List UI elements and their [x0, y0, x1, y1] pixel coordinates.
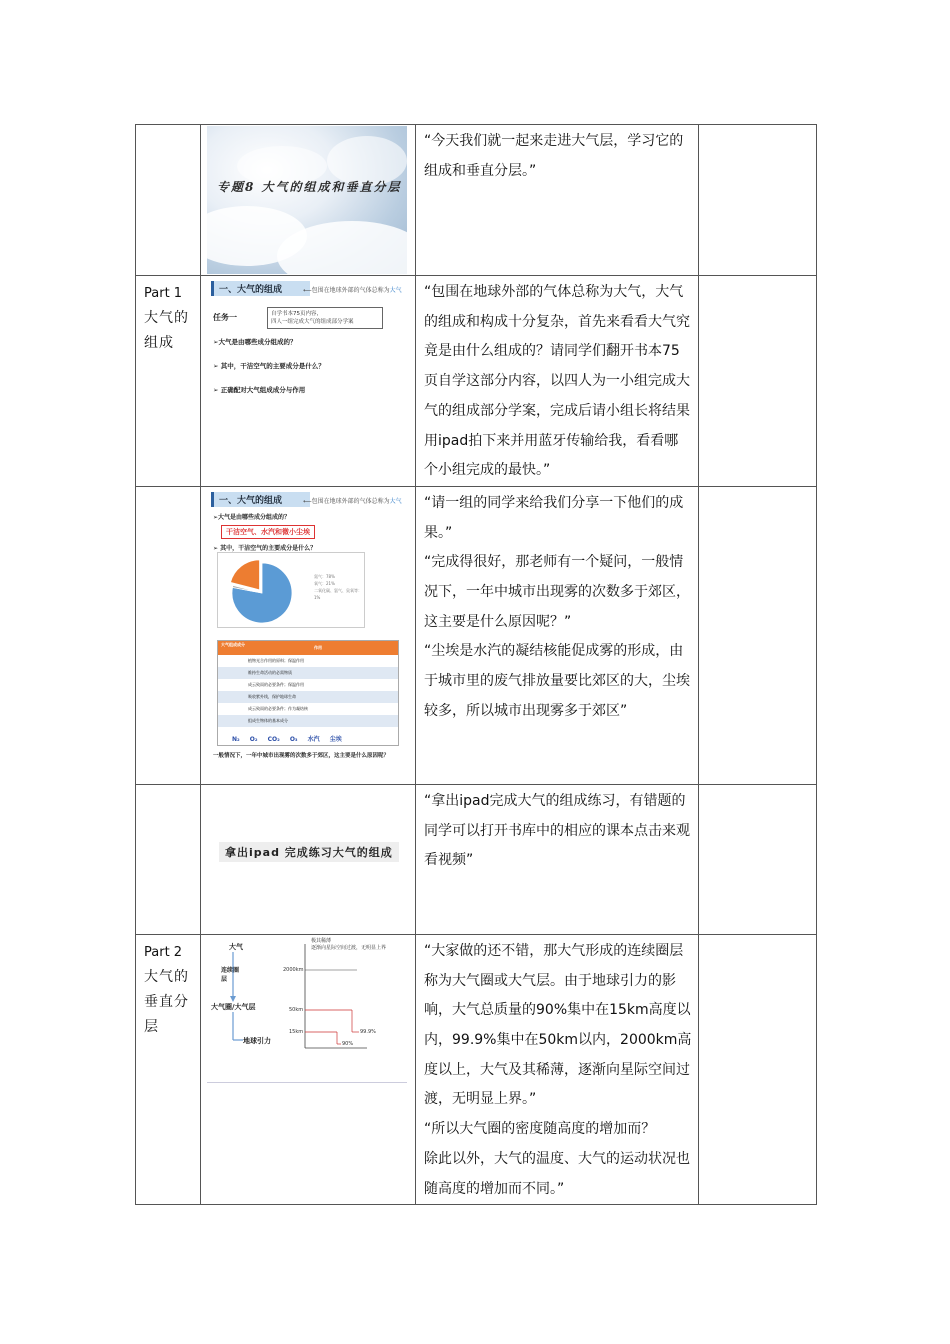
- notes-cell: [699, 486, 817, 784]
- diagram-label: 大气: [229, 942, 243, 951]
- question: ➢ 其中，干洁空气的主要成分是什么？: [213, 362, 325, 370]
- part-title: 大气的组成: [144, 310, 189, 351]
- part-cell: [136, 276, 201, 487]
- slide-header: 一、大气的组成: [211, 492, 310, 507]
- percent-label: 99.9%: [360, 1028, 376, 1035]
- slide-header-note: ⟵包围在地球外部的气体总称为大气: [303, 497, 402, 505]
- notes-cell: [699, 934, 817, 1204]
- pie-slice: [230, 560, 259, 590]
- lesson-plan-table: [135, 124, 817, 1205]
- speech-cell: [416, 486, 699, 784]
- speech-line: “拿出ipad完成大气的组成练习，有错题的同学可以打开书库中的相应的课本点击来观看视频”: [424, 792, 690, 869]
- slide-cell: [201, 125, 416, 276]
- layer-diagram: [207, 936, 407, 1082]
- notes-cell: [699, 276, 817, 487]
- answer-box: 干洁空气、水汽和微小尘埃: [221, 525, 315, 539]
- table-row: [136, 125, 817, 276]
- task-label: 任务一: [213, 313, 237, 322]
- pie-panel: [217, 552, 365, 628]
- speech-line: “尘埃是水汽的凝结核能促成雾的形成，由于城市里的废气排放量要比郊区的大，尘埃较多，所以城市出现雾多于郊区”: [424, 643, 690, 719]
- table-row: 组成生物体的基本成分: [218, 715, 398, 727]
- slide-header-note: ⟵包围在地球外部的气体总称为大气: [303, 287, 402, 294]
- diagram-slide: [207, 936, 407, 1083]
- question: ➢大气是由哪些成分组成的？: [213, 513, 291, 521]
- ipad-label: 拿出ipad 完成练习大气的组成: [219, 842, 399, 862]
- table-row: [136, 486, 817, 784]
- speech-line: “包围在地球外部的气体总称为大气，大气的组成和构成十分复杂，首先来看看大气究竟是由什么组成的？请同学们翻开书本75页自学这部分内容，以四人为一小组完成大气的组成部分学案，完成后请小组长将结果用ipad拍下来并用蓝牙传输给我，看看哪个小组完成的最快。”: [424, 284, 690, 479]
- speech-line: “今天我们就一起来走进大气层，学习它的组成和垂直分层。”: [424, 133, 684, 179]
- diagram-label: 大气圈/大气层: [211, 1002, 256, 1011]
- part-label: Part 1: [144, 286, 183, 301]
- question: ➢大气是由哪些成分组成的？: [213, 338, 297, 346]
- height-label: 2000km: [283, 966, 304, 973]
- speech-cell: [416, 934, 699, 1204]
- cover-slide: [207, 126, 407, 274]
- speech-cell: [416, 276, 699, 487]
- table-row: [136, 784, 817, 934]
- slide-cell: [201, 276, 416, 487]
- ipad-slide: [207, 786, 407, 926]
- speech-line: “所以大气圈的密度随高度的增加而？: [424, 1121, 656, 1138]
- composition-table: [217, 640, 399, 746]
- task-slide: [207, 277, 407, 407]
- table-row: [136, 276, 817, 487]
- cover-title: 专题8 大气的组成和垂直分层: [217, 180, 402, 194]
- diagram-label: 地球引力: [243, 1036, 271, 1045]
- speech-cell: [416, 784, 699, 934]
- table-row: 成云致雨的必要条件；保温作用: [218, 679, 398, 691]
- part-label: Part 2: [144, 944, 183, 960]
- pie-legend: 氮气：78% 氧气：21% 二氧化碳、氩气、臭氧等：1%: [314, 573, 362, 600]
- percent-label: 90%: [342, 1040, 354, 1047]
- table-row: 维持生命活动的必需物质: [218, 667, 398, 679]
- top-note: 极其稀薄 逐渐向星际空间过渡，无明显上界: [311, 937, 387, 951]
- table-row: [136, 934, 817, 1204]
- notes-cell: [699, 784, 817, 934]
- task-box: 自学书本75页内容， 四人一组完成大气的组成部分学案: [267, 307, 383, 329]
- part-cell: [136, 125, 201, 276]
- part-title: 大气的垂直分层: [144, 968, 189, 1035]
- height-label: 50km: [289, 1006, 304, 1013]
- notes-cell: [699, 125, 817, 276]
- slide-cell: [201, 486, 416, 784]
- gas-list: N₂ O₂ CO₂ O₃ 水汽 尘埃: [232, 735, 342, 743]
- answer-slide: [207, 488, 407, 780]
- height-label: 15km: [289, 1028, 304, 1035]
- slide-header: 一、大气的组成: [211, 281, 310, 296]
- part-cell: [136, 486, 201, 784]
- table-header: 大气组成成分 作用: [218, 641, 398, 655]
- slide-cell: [201, 934, 416, 1204]
- part-cell: [136, 934, 201, 1204]
- part-cell: [136, 784, 201, 934]
- table-row: 吸收紫外线，保护地球生命: [218, 691, 398, 703]
- speech-line: “请一组的同学来给我们分享一下他们的成果。”: [424, 494, 684, 541]
- table-row: 植物光合作用的原料；保温作用: [218, 655, 398, 667]
- pie-chart: [218, 553, 298, 627]
- question: ➢ 其中，干洁空气的主要成分是什么？: [213, 544, 317, 552]
- footer-question: 一般情况下，一年中城市出现雾的次数多于郊区，这主要是什么原因呢？: [213, 752, 390, 759]
- question: ➢ 正确配对大气组成成分与作用: [213, 386, 306, 394]
- table-row: 成云致雨的必要条件；作为凝结核: [218, 703, 398, 715]
- diagram-label: 连续圈层: [221, 966, 240, 983]
- slide-cell: [201, 784, 416, 934]
- speech-cell: [416, 125, 699, 276]
- speech-line: “完成得很好，那老师有一个疑问，一般情况下，一年中城市出现雾的次数多于郊区，这主要是什么原因呢？”: [424, 554, 690, 630]
- speech-line: 除此以外，大气的温度、大气的运动状况也随高度的增加而不同。”: [424, 1150, 690, 1197]
- speech-line: “大家做的还不错，那大气形成的连续圈层称为大气圈或大气层。由于地球引力的影响，大气总质量的90%集中在15km高度以内，99.9%集中在50km以内，2000km高度以上，大气及其稀薄，逐渐向星际空间过渡，无明显上界。”: [424, 942, 692, 1108]
